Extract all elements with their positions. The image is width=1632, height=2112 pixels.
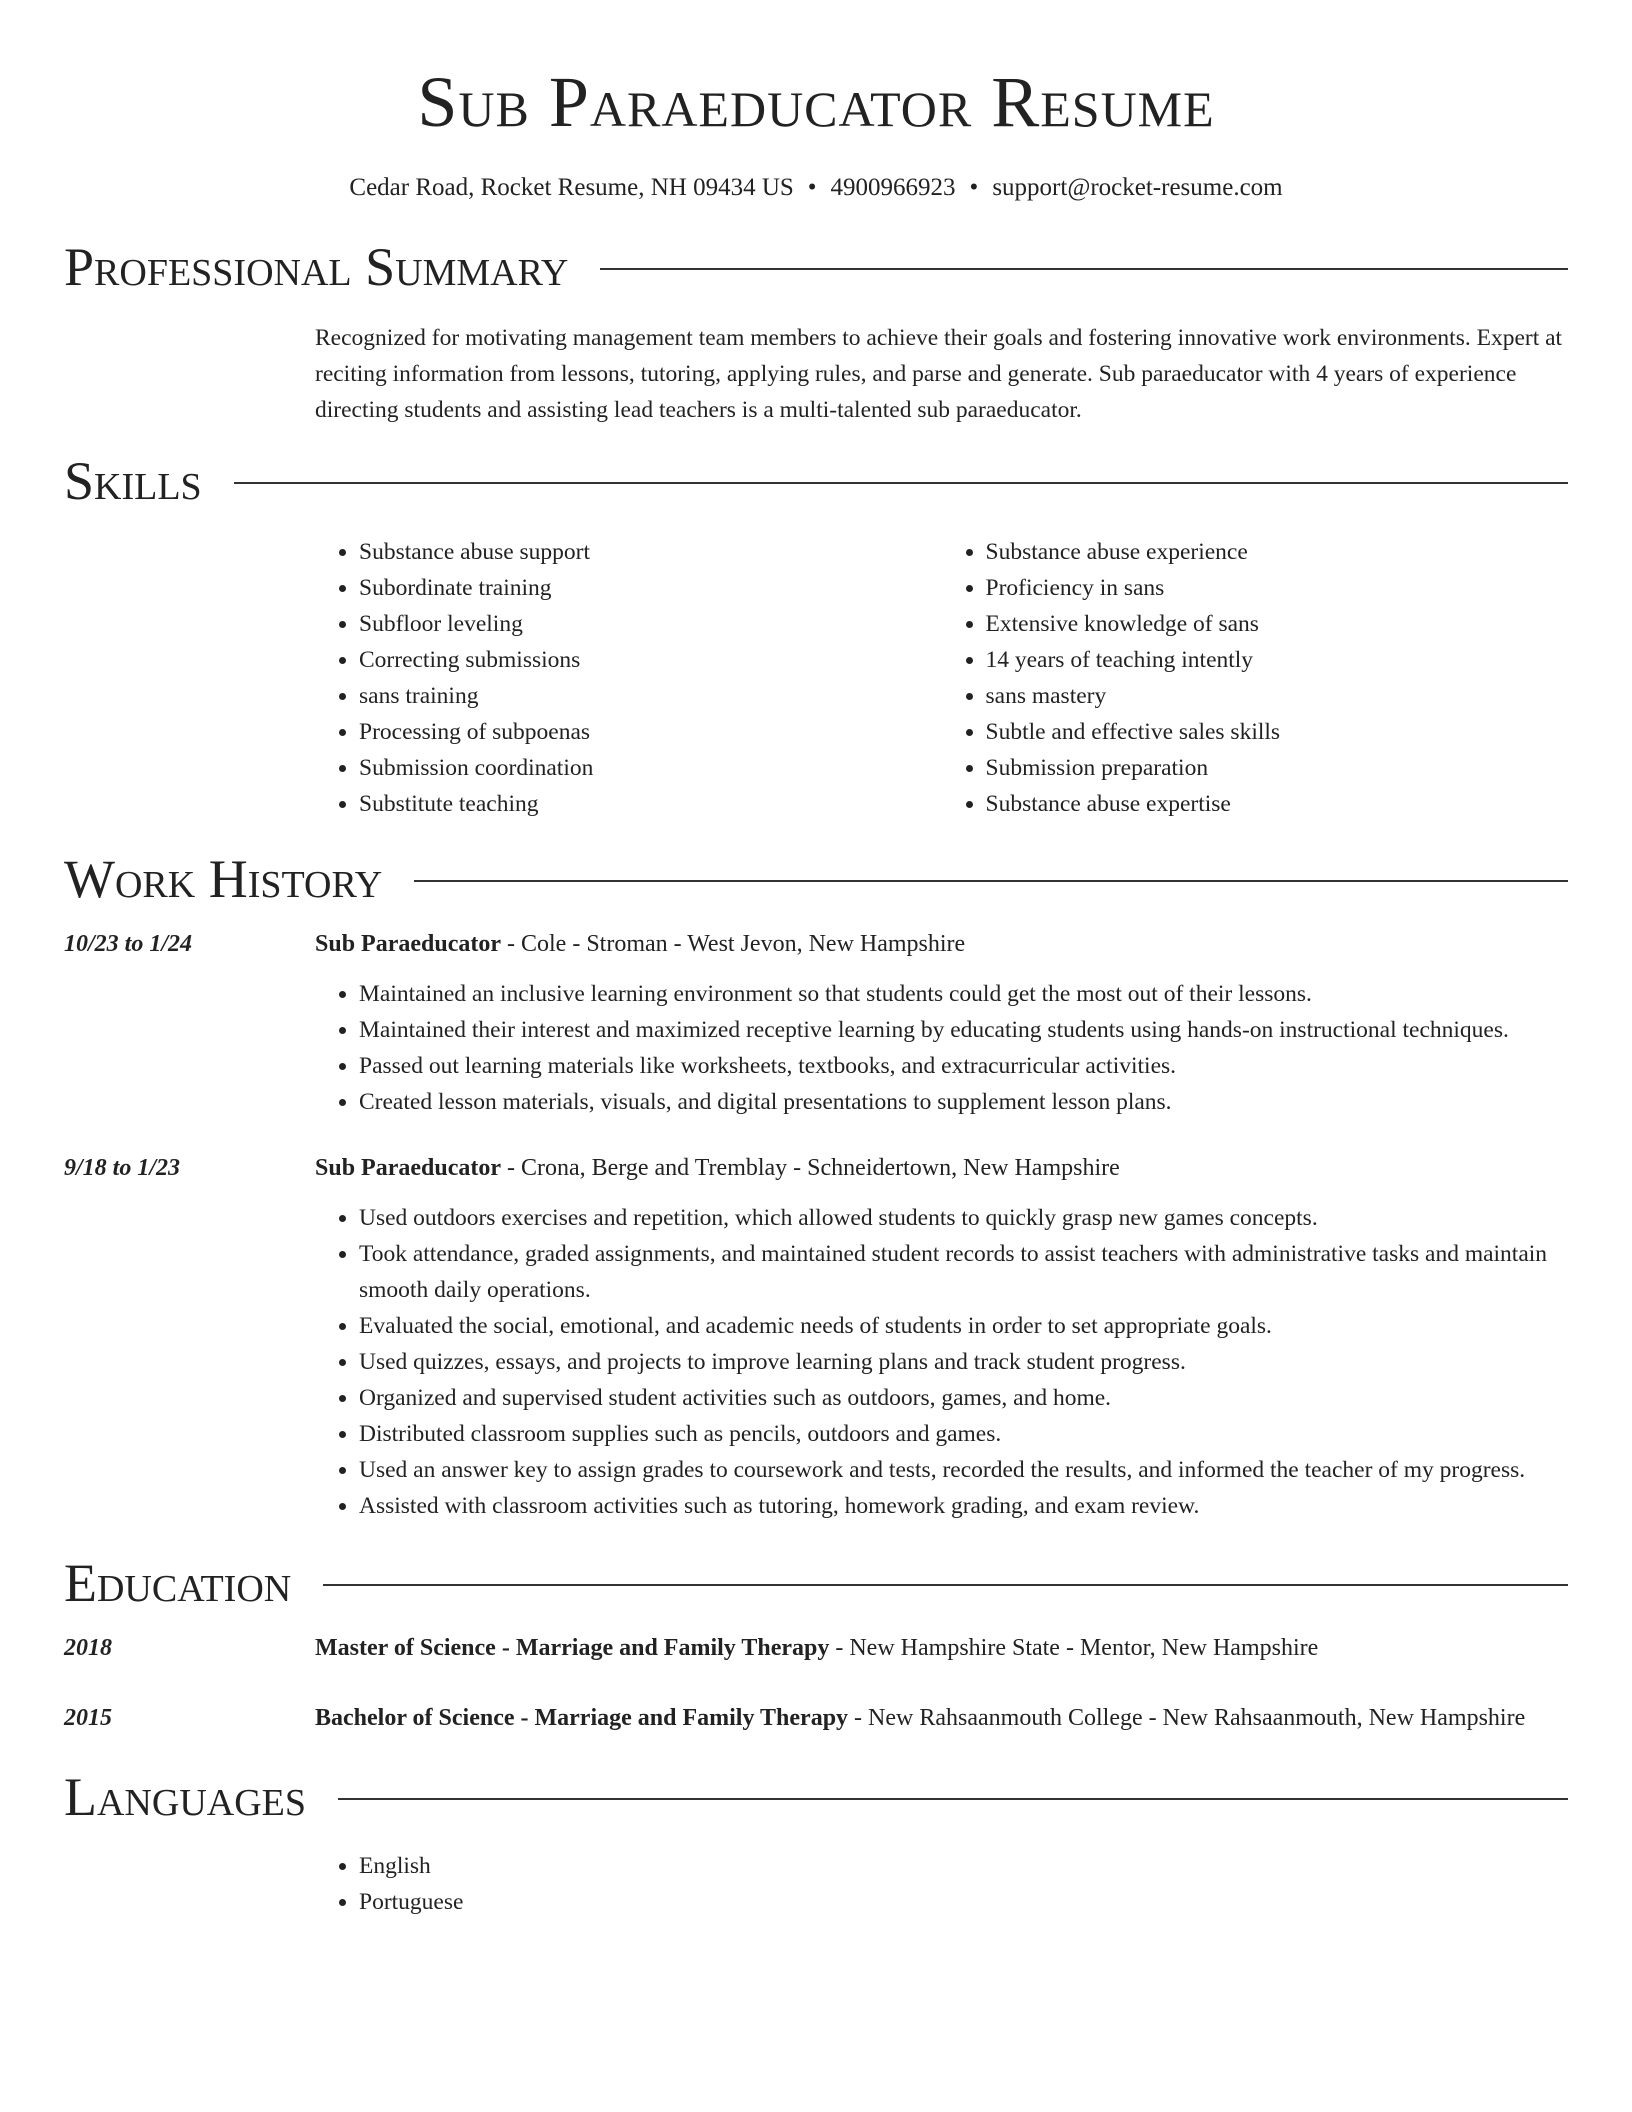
job-details: - Crona, Berge and Tremblay - Schneidertown, New Hampshire [501,1155,1120,1181]
resume-page [64,0,1568,1920]
job-body [315,1150,1568,1524]
contact-separator: • [969,174,979,201]
skills-heading [64,451,1568,511]
job-position: Sub Paraeducator [315,931,501,957]
education-entry [64,1700,1568,1736]
education-school: - New Hampshire State - Mentor, New Hampshire [829,1635,1319,1661]
job-entry [64,1150,1568,1524]
section-divider [234,482,1568,484]
languages-heading [64,1767,1568,1827]
education-heading [64,1553,1568,1613]
work-section [64,849,1568,1524]
skill-item: • Submission preparation [986,750,1569,786]
section-divider [338,1798,1568,1800]
language-item: • English [359,1848,1568,1884]
skill-item: • Substance abuse expertise [986,786,1569,822]
summary-title: Professional Summary [64,237,569,297]
skill-item: • Subordinate training [359,570,942,606]
skill-item: • Submission coordination [359,750,942,786]
skill-item: • Extensive knowledge of sans [986,606,1569,642]
summary-section [64,237,1568,428]
skills-section [64,451,1568,822]
duty-item: • Used an answer key to assign grades to coursework and tests, recorded the results, and informed the teacher of my progress. [359,1452,1568,1488]
duty-item: • Assisted with classroom activities such as tutoring, homework grading, and exam review. [359,1488,1568,1524]
job-details: - Cole - Stroman - West Jevon, New Hampshire [501,931,966,957]
education-entry [64,1630,1568,1666]
duty-item: • Organized and supervised student activities such as outdoors, games, and home. [359,1380,1568,1416]
skills-grid [315,534,1568,822]
summary-text: Recognized for motivating management team members to achieve their goals and fostering innovative work environments. Expert at reciting information from lessons, tutoring, applying rules, and parse and generate. Sub paraeducator with 4 years of experience directing students and assisting lead teachers is a multi-talented sub paraeducator. [315,325,1563,423]
contact-address: Cedar Road, Rocket Resume, NH 09434 US [349,174,794,201]
contact-line [64,174,1568,202]
languages-section [64,1767,1568,1920]
skill-item: • Subfloor leveling [359,606,942,642]
work-heading [64,849,1568,909]
education-body [315,1700,1568,1736]
education-body [315,1630,1568,1666]
skill-item: • Correcting submissions [359,642,942,678]
summary-heading [64,237,1568,297]
duty-item: • Passed out learning materials like worksheets, textbooks, and extracurricular activities. [359,1048,1568,1084]
skill-item: • Substitute teaching [359,786,942,822]
duty-item: • Created lesson materials, visuals, and digital presentations to supplement lesson plans. [359,1084,1568,1120]
education-degree: Master of Science - Marriage and Family Therapy [315,1635,830,1661]
duty-item: • Used outdoors exercises and repetition, which allowed students to quickly grasp new games concepts. [359,1200,1568,1236]
education-title: Education [64,1553,292,1613]
skill-item: • Proficiency in sans [986,570,1569,606]
duty-item: • Distributed classroom supplies such as pencils, outdoors and games. [359,1416,1568,1452]
contact-email: support@rocket-resume.com [992,174,1283,201]
job-duties [315,1200,1568,1524]
skills-list-left [315,534,942,822]
languages-list [315,1848,1568,1920]
skill-item: • Substance abuse experience [986,534,1569,570]
job-body [315,926,1568,1120]
contact-phone: 4900966923 [830,174,956,201]
job-dates: 9/18 to 1/23 [64,1155,181,1181]
education-year: 2015 [64,1705,112,1731]
education-degree: Bachelor of Science - Marriage and Family Therapy [315,1705,849,1731]
section-divider [600,268,1568,270]
skill-item: • Subtle and effective sales skills [986,714,1569,750]
education-year: 2018 [64,1635,112,1661]
skill-item: • sans mastery [986,678,1569,714]
job-header [315,1150,1568,1186]
resume-name: Sub Paraeducator Resume [417,62,1215,142]
job-header [315,926,1568,962]
job-duties [315,976,1568,1120]
job-entry [64,926,1568,1120]
duty-item: • Took attendance, graded assignments, and maintained student records to assist teachers with administrative tasks and maintain smooth daily operations. [359,1236,1568,1308]
duty-item: • Used quizzes, essays, and projects to improve learning plans and track student progress. [359,1344,1568,1380]
skill-item: • sans training [359,678,942,714]
language-item: • Portuguese [359,1884,1568,1920]
skill-item: • 14 years of teaching intently [986,642,1569,678]
section-divider [323,1584,1568,1586]
skills-list-right [942,534,1569,822]
education-school: - New Rahsaanmouth College - New Rahsaanmouth, New Hampshire [848,1705,1526,1731]
duty-item: • Maintained their interest and maximized receptive learning by educating students using hands-on instructional techniques. [359,1012,1568,1048]
section-divider [414,880,1568,882]
skill-item: • Substance abuse support [359,534,942,570]
duty-item: • Evaluated the social, emotional, and academic needs of students in order to set appropriate goals. [359,1308,1568,1344]
languages-content [315,1848,1568,1920]
work-title: Work History [64,849,383,909]
education-section [64,1553,1568,1736]
skills-title: Skills [64,451,202,511]
duty-item: • Maintained an inclusive learning environment so that students could get the most out of their lessons. [359,976,1568,1012]
skill-item: • Processing of subpoenas [359,714,942,750]
languages-title: Languages [64,1767,306,1827]
contact-separator: • [807,174,817,201]
job-position: Sub Paraeducator [315,1155,501,1181]
job-dates: 10/23 to 1/24 [64,931,193,957]
